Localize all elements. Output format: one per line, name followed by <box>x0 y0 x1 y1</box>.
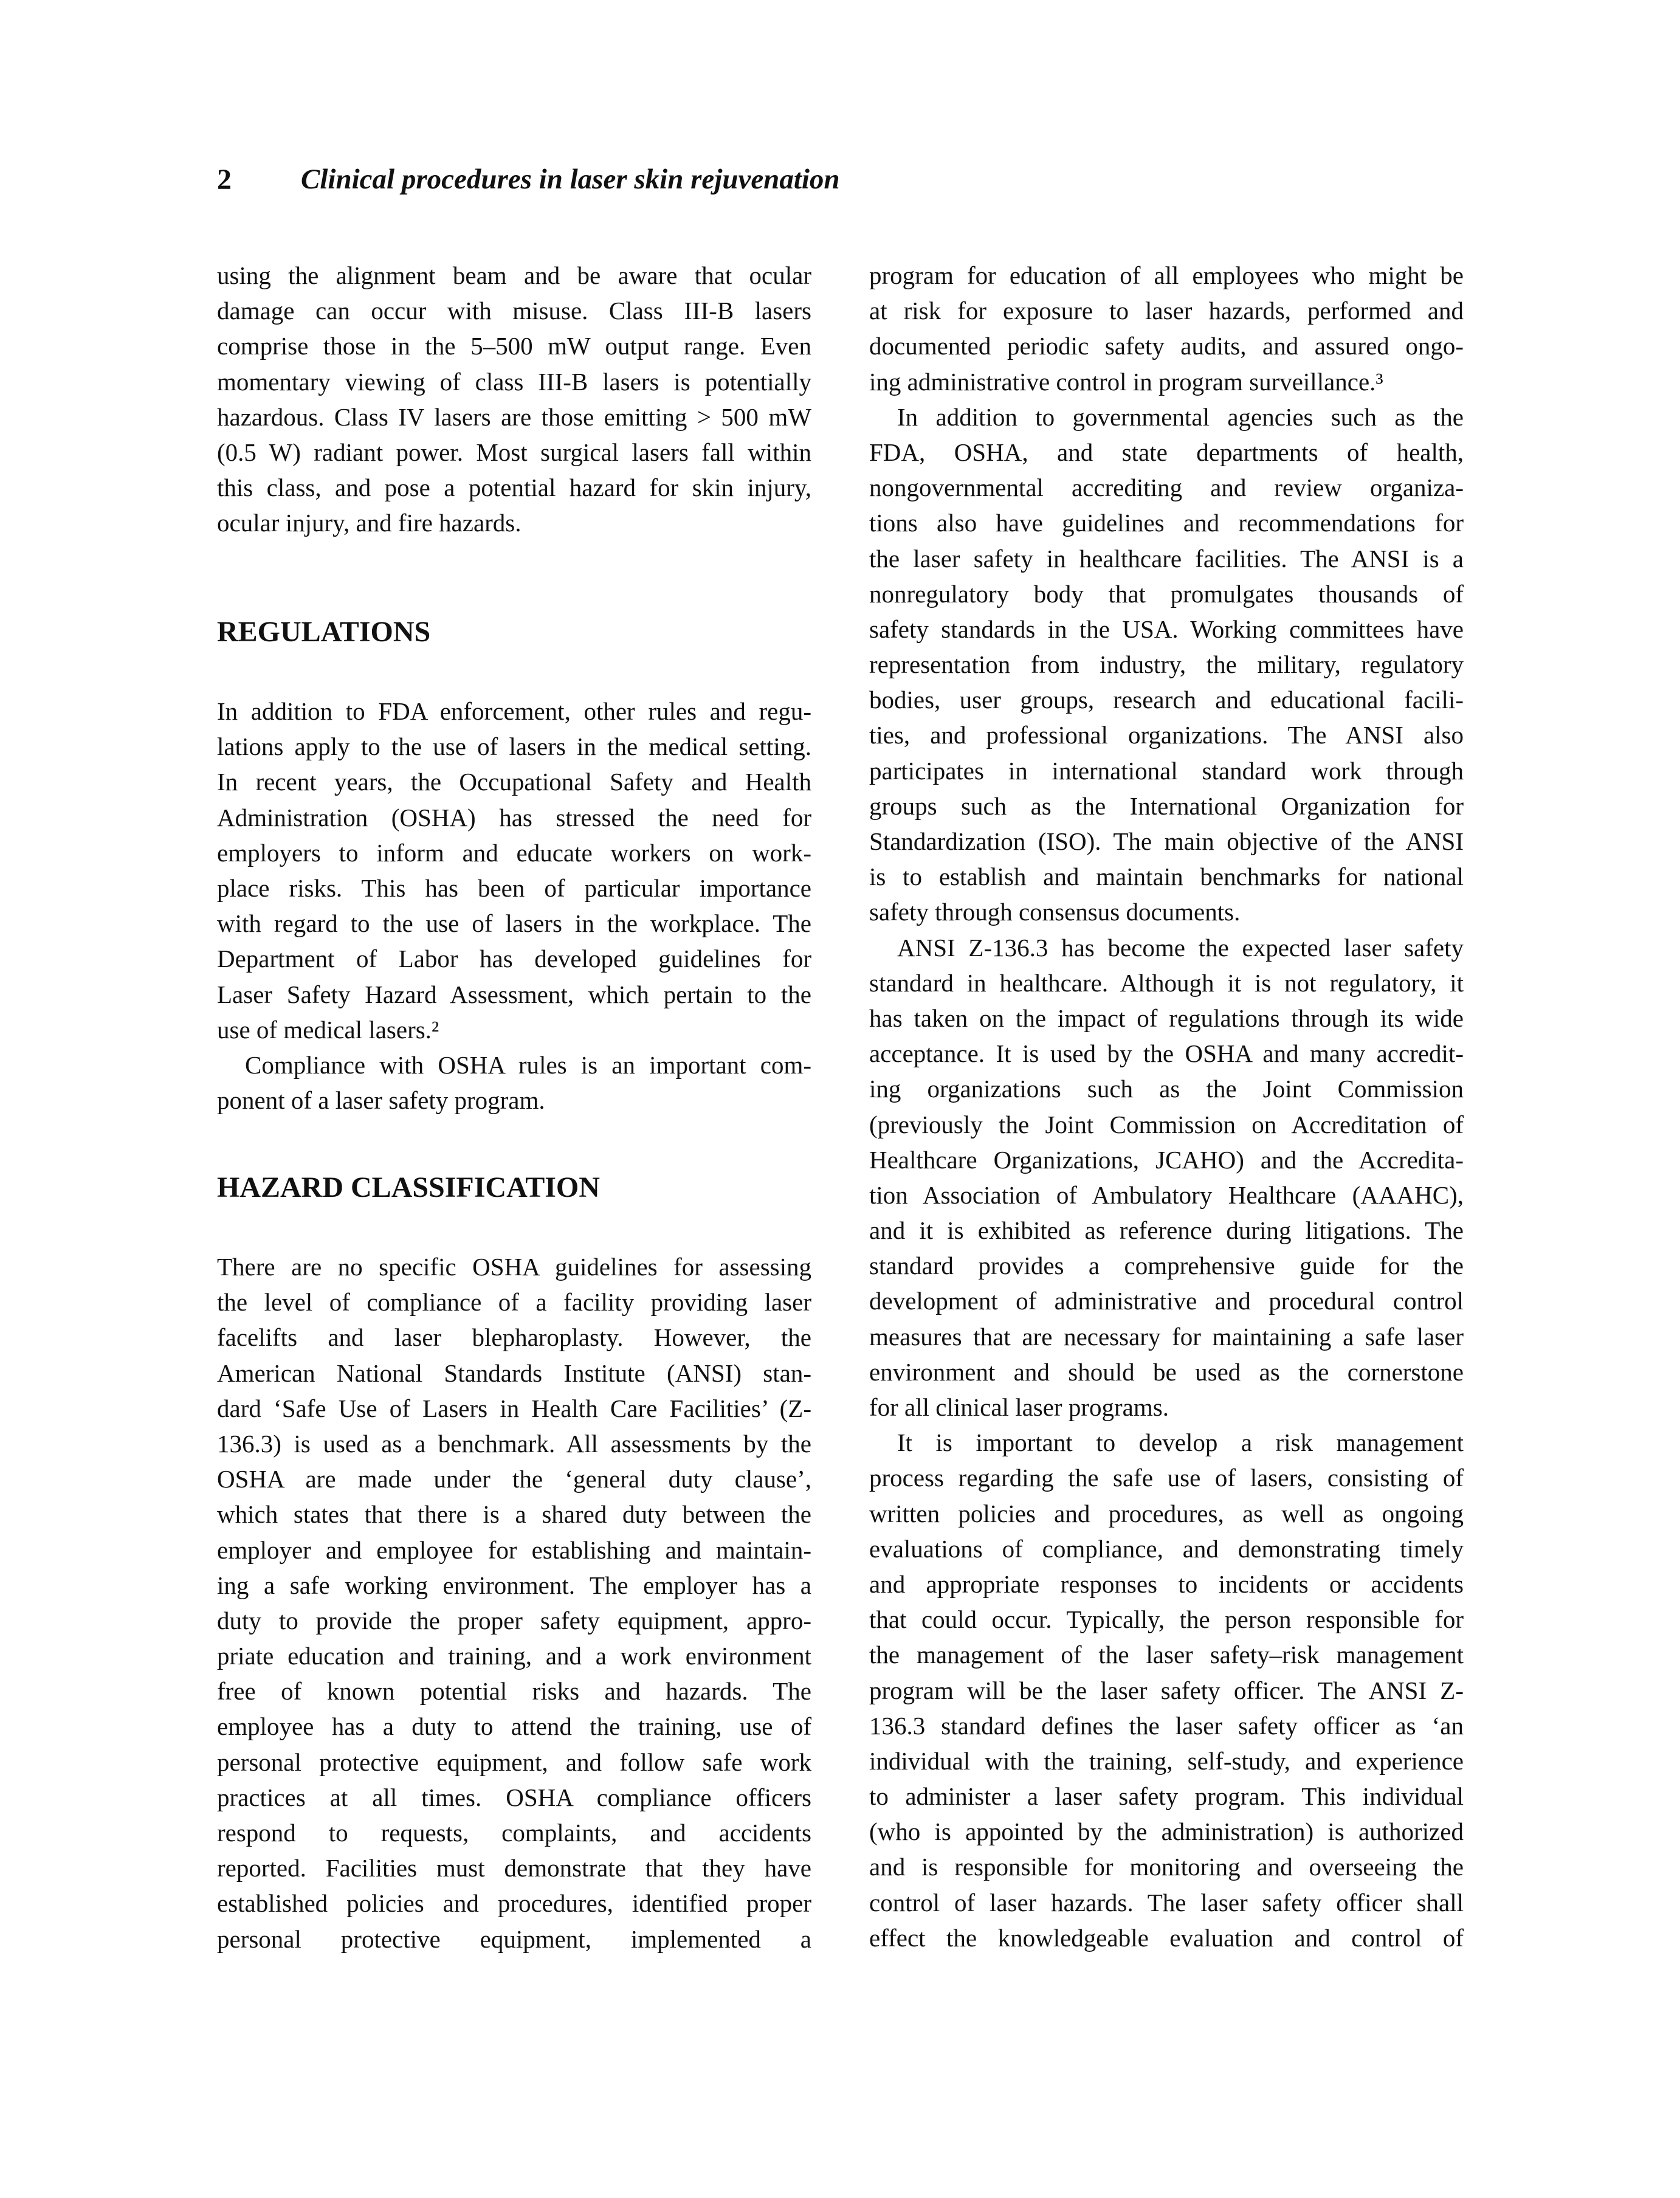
text-line-content: the level of compliance of a facility providing laser <box>217 1288 811 1317</box>
text-line-content: In recent years, the Occupational Safety and Health <box>217 768 811 796</box>
text-line <box>869 1673 1464 1708</box>
text-line <box>217 835 811 870</box>
page-number: 2 <box>217 164 232 196</box>
text-line-content: development of administrative and procedural control <box>869 1287 1464 1315</box>
text-line <box>869 576 1464 612</box>
text-line <box>869 1496 1464 1531</box>
text-line <box>869 470 1464 505</box>
text-line <box>869 647 1464 682</box>
text-line-content: employee has a duty to attend the training, use of <box>217 1712 811 1741</box>
text-line-content: established policies and procedures, identified proper <box>217 1889 811 1918</box>
text-line <box>869 1920 1464 1955</box>
paragraph <box>217 258 811 541</box>
text-line-content: evaluations of compliance, and demonstrating timely <box>869 1534 1464 1563</box>
text-line <box>869 399 1464 435</box>
text-line <box>217 1850 811 1886</box>
text-line-content: reported. Facilities must demonstrate that they have <box>217 1854 811 1883</box>
text-line <box>217 470 811 505</box>
text-line-content: ocular injury, and fire hazards. <box>217 509 522 537</box>
text-line-content: to administer a laser safety program. This individual <box>869 1782 1464 1811</box>
text-line-content: employer and employee for establishing and maintain- <box>217 1535 811 1564</box>
text-line <box>869 364 1464 399</box>
text-line <box>869 930 1464 965</box>
text-line <box>869 1708 1464 1743</box>
text-line <box>869 505 1464 540</box>
text-line <box>217 1886 811 1921</box>
paragraph <box>217 1047 811 1118</box>
text-line <box>217 505 811 540</box>
text-line-content: the laser safety in healthcare facilities. The ANSI is a <box>869 544 1464 573</box>
text-line <box>217 870 811 906</box>
text-line <box>869 612 1464 647</box>
text-line-content: comprise those in the 5–500 mW output range. Even <box>217 332 811 360</box>
text-line <box>217 1638 811 1673</box>
text-line <box>217 1921 811 1957</box>
text-line-content: using the alignment beam and be aware that ocular <box>217 261 811 289</box>
text-line <box>217 399 811 435</box>
text-line-content: control of laser hazards. The laser safety officer shall <box>869 1888 1464 1917</box>
text-line-content: employers to inform and educate workers on work- <box>217 838 811 867</box>
text-line-content: place risks. This has been of particular importance <box>217 873 811 902</box>
text-line-content: In addition to FDA enforcement, other rules and regu- <box>217 697 811 725</box>
text-line-content: (previously the Joint Commission on Accreditation of <box>869 1110 1464 1139</box>
text-line <box>217 1568 811 1603</box>
text-line-content: Administration (OSHA) has stressed the need for <box>217 803 811 832</box>
text-line <box>217 1284 811 1320</box>
text-line-content: tion Association of Ambulatory Healthcare (AAAHC), <box>869 1180 1464 1209</box>
text-line <box>217 764 811 799</box>
text-line-content: hazardous. Class IV lasers are those emitting > 500 mW <box>217 402 811 431</box>
text-line-content: personal protective equipment, and follow safe work <box>217 1748 811 1776</box>
text-line-content: program will be the laser safety officer. The ANSI Z- <box>869 1676 1464 1704</box>
text-line-content: process regarding the safe use of lasers, consisting of <box>869 1464 1464 1492</box>
text-line <box>869 965 1464 1001</box>
text-line-content: (0.5 W) radiant power. Most surgical lasers fall within <box>217 438 811 466</box>
section-heading-regulations: REGULATIONS <box>217 616 431 648</box>
text-line <box>217 1320 811 1355</box>
text-line-content: tions also have guidelines and recommendations for <box>869 509 1464 537</box>
text-line <box>869 1354 1464 1390</box>
text-line-content: momentary viewing of class III-B lasers is potentially <box>217 367 811 396</box>
text-line-content: There are no specific OSHA guidelines for assessing <box>217 1253 811 1281</box>
text-line <box>217 1426 811 1461</box>
text-line-content: bodies, user groups, research and educational facili- <box>869 686 1464 714</box>
text-line <box>217 364 811 399</box>
text-line <box>217 941 811 976</box>
text-line-content: ties, and professional organizations. The ANSI also <box>869 721 1464 749</box>
text-line-content: It is important to develop a risk management <box>897 1428 1464 1457</box>
text-line-content: (who is appointed by the administration) is authorized <box>869 1817 1464 1846</box>
text-line <box>217 1709 811 1744</box>
text-line-content: groups such as the International Organization for <box>869 791 1464 820</box>
text-line-content: and is responsible for monitoring and overseeing the <box>869 1853 1464 1881</box>
text-line <box>869 435 1464 470</box>
text-line <box>869 1213 1464 1248</box>
text-block-hazard <box>217 1249 811 1957</box>
text-line <box>217 1461 811 1497</box>
text-line <box>869 1390 1464 1425</box>
text-line-content: lations apply to the use of lasers in the medical setting. <box>217 732 811 761</box>
text-line-content: facelifts and laser blepharoplasty. However, the <box>217 1323 811 1352</box>
text-line-content: American National Standards Institute (ANSI) stan- <box>217 1359 811 1387</box>
text-line <box>869 293 1464 328</box>
text-line <box>217 1391 811 1426</box>
text-line-content: Healthcare Organizations, JCAHO) and the Accredita- <box>869 1145 1464 1174</box>
text-line-content: environment and should be used as the cornerstone <box>869 1357 1464 1386</box>
paragraph <box>217 1249 811 1957</box>
text-line <box>869 1248 1464 1283</box>
text-line <box>869 1283 1464 1318</box>
text-line <box>217 435 811 470</box>
text-line <box>217 1603 811 1638</box>
text-line <box>217 1745 811 1780</box>
text-line-content: respond to requests, complaints, and accidents <box>217 1819 811 1847</box>
text-line-content: with regard to the use of lasers in the workplace. The <box>217 909 811 938</box>
text-line-content: duty to provide the proper safety equipment, appro- <box>217 1606 811 1635</box>
text-line-content: Department of Labor has developed guidelines for <box>217 945 811 973</box>
text-line-content: this class, and pose a potential hazard for skin injury, <box>217 474 811 502</box>
text-line <box>869 1814 1464 1849</box>
text-line-content: free of known potential risks and hazards. The <box>217 1677 811 1706</box>
running-title: Clinical procedures in laser skin rejuvenation <box>301 164 840 195</box>
text-line <box>869 1602 1464 1637</box>
text-line-content: and appropriate responses to incidents or accidents <box>869 1569 1464 1598</box>
text-line-content: effect the knowledgeable evaluation and control of <box>869 1923 1464 1952</box>
text-line <box>869 1566 1464 1602</box>
text-line-content: ing administrative control in program surveillance.³ <box>869 367 1383 396</box>
text-line-content: priate education and training, and a work environment <box>217 1642 811 1670</box>
text-line-content: standard provides a comprehensive guide for the <box>869 1252 1464 1280</box>
text-line <box>869 788 1464 824</box>
text-block-right-column <box>869 258 1464 1955</box>
text-line-content: acceptance. It is used by the OSHA and many accredit- <box>869 1039 1464 1068</box>
text-line-content: 136.3 standard defines the laser safety officer as ‘an <box>869 1711 1464 1740</box>
text-line-content: ANSI Z-136.3 has become the expected laser safety <box>897 933 1464 962</box>
text-line-content: documented periodic safety audits, and assured ongo- <box>869 332 1464 360</box>
text-line <box>869 1779 1464 1814</box>
text-line-content: safety through consensus documents. <box>869 898 1241 926</box>
text-line-content: representation from industry, the military, regulatory <box>869 650 1464 679</box>
paragraph <box>869 258 1464 399</box>
text-line <box>869 753 1464 788</box>
text-line-content: nongovernmental accrediting and review organiza- <box>869 474 1464 502</box>
section-heading-hazard-classification: HAZARD CLASSIFICATION <box>217 1171 600 1204</box>
text-line-content: damage can occur with misuse. Class III-B lasers <box>217 297 811 325</box>
text-line <box>869 1849 1464 1884</box>
text-line <box>869 859 1464 894</box>
text-line-content: use of medical lasers.² <box>217 1015 439 1044</box>
text-line <box>869 717 1464 753</box>
text-line <box>869 1885 1464 1920</box>
text-line <box>217 1815 811 1850</box>
text-line-content: program for education of all employees who might be <box>869 261 1464 289</box>
text-line-content: In addition to governmental agencies such as the <box>897 402 1464 431</box>
text-line <box>217 1532 811 1568</box>
text-line <box>869 1425 1464 1460</box>
paragraph <box>217 694 811 1047</box>
text-line <box>869 1531 1464 1566</box>
text-line-content: individual with the training, self-study, and experience <box>869 1746 1464 1775</box>
text-line <box>217 1673 811 1709</box>
text-line <box>217 1356 811 1391</box>
text-line <box>217 1012 811 1047</box>
text-line-content: 136.3) is used as a benchmark. All assessments by the <box>217 1429 811 1458</box>
text-line-content: Laser Safety Hazard Assessment, which pertain to the <box>217 980 811 1008</box>
text-line-content: written policies and procedures, as well as ongoing <box>869 1499 1464 1528</box>
text-line <box>217 1249 811 1284</box>
text-line-content: has taken on the impact of regulations through its wide <box>869 1004 1464 1032</box>
text-line-content: that could occur. Typically, the person responsible for <box>869 1605 1464 1634</box>
text-line <box>869 541 1464 576</box>
text-line-content: for all clinical laser programs. <box>869 1393 1169 1421</box>
text-line <box>217 906 811 941</box>
text-line-content: practices at all times. OSHA compliance officers <box>217 1783 811 1811</box>
text-line-content: ing a safe working environment. The employer has a <box>217 1571 811 1599</box>
text-line <box>869 1637 1464 1672</box>
text-line-content: ponent of a laser safety program. <box>217 1086 545 1115</box>
text-line <box>869 1107 1464 1142</box>
text-line-content: ing organizations such as the Joint Commission <box>869 1075 1464 1103</box>
text-line <box>217 328 811 363</box>
text-line <box>217 1780 811 1815</box>
text-line <box>869 824 1464 859</box>
text-line-content: Compliance with OSHA rules is an important com- <box>245 1050 811 1079</box>
text-line-content: Standardization (ISO). The main objective of the ANSI <box>869 827 1464 855</box>
text-line-content: measures that are necessary for maintaining a safe laser <box>869 1322 1464 1351</box>
text-line-content: nonregulatory body that promulgates thousands of <box>869 579 1464 608</box>
text-line-content: standard in healthcare. Although it is not regulatory, it <box>869 968 1464 997</box>
text-line-content: FDA, OSHA, and state departments of health, <box>869 438 1464 466</box>
text-line-content: safety standards in the USA. Working committees have <box>869 615 1464 643</box>
text-line <box>217 1047 811 1083</box>
text-line <box>869 1743 1464 1779</box>
text-line-content: personal protective equipment, implemented a <box>217 1924 811 1953</box>
paragraph <box>869 930 1464 1425</box>
text-line <box>217 800 811 835</box>
text-line-content: and it is exhibited as reference during litigations. The <box>869 1216 1464 1245</box>
text-line <box>217 1497 811 1532</box>
text-line-content: participates in international standard work through <box>869 756 1464 785</box>
text-line <box>217 977 811 1012</box>
text-line <box>217 258 811 293</box>
text-line <box>217 1083 811 1118</box>
text-line <box>217 293 811 328</box>
text-line <box>217 694 811 729</box>
text-line <box>869 894 1464 929</box>
text-line <box>869 328 1464 363</box>
paragraph <box>869 1425 1464 1955</box>
text-line <box>869 682 1464 717</box>
text-line <box>869 1142 1464 1177</box>
text-line-content: dard ‘Safe Use of Lasers in Health Care Facilities’ (Z- <box>217 1394 811 1422</box>
text-line <box>869 1036 1464 1071</box>
text-line <box>869 1319 1464 1354</box>
text-line <box>217 729 811 764</box>
text-line-content: is to establish and maintain benchmarks for national <box>869 863 1464 891</box>
paragraph <box>869 399 1464 930</box>
text-line <box>869 1001 1464 1036</box>
text-block-intro <box>217 258 811 541</box>
text-line-content: OSHA are made under the ‘general duty clause’, <box>217 1465 811 1493</box>
text-line-content: at risk for exposure to laser hazards, performed and <box>869 297 1464 325</box>
text-line <box>869 258 1464 293</box>
text-block-regulations <box>217 694 811 1118</box>
text-line <box>869 1177 1464 1213</box>
text-line-content: which states that there is a shared duty between the <box>217 1500 811 1529</box>
text-line-content: the management of the laser safety–risk management <box>869 1641 1464 1669</box>
text-line <box>869 1460 1464 1495</box>
text-line <box>869 1071 1464 1106</box>
